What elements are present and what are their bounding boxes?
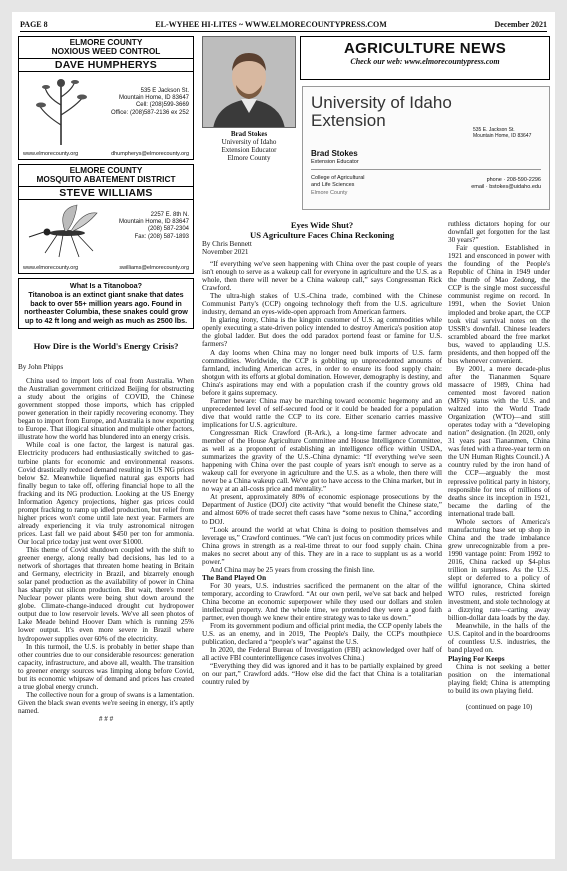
paragraph: China used to import lots of coal from Australia. When the Australian government criticized Beijing for obstructing a study about the origins of COVID, the Chinese government stopped those imports, which has crippled power generation in their rapidly recovering economy. They began to import from Europe, and Australia is now exporting to Europe. That illogical situation and multiple other factors, illustrate how the world has blundered into an energy crisis.: [18, 377, 194, 442]
eyes-body: [202, 260, 442, 686]
section-title: AGRICULTURE NEWS: [343, 40, 506, 57]
paragraph: Meanwhile, in the halls of the U.S. Capitol and in the boardrooms of countless U.S. industries, the band played on.: [448, 622, 551, 655]
paragraph: By 2001, a mere decade-plus after the Tiananmen Square massacre of 1989, China had cemented most favored nation (MFN) status with the U.S. and waltzed into the World Trade Organization (WTO)—and still operates today with a “developing nation” designation. (In 2020, only 31 years past Tiananmen, China was feted with a three-year term on the UN Human Rights Council.) A country ruled by the iron hand of the CCP—arguably the most repressive political party in history, responsible for tens of millions of deaths since its inception in 1921, became the darling of the international trade ball.: [448, 364, 550, 518]
ad-address: 535 E Jackson St. Mountain Home, ID 83647 Cell: (208)599-3669 Office: (208)587-2136 ex 252: [111, 88, 189, 116]
ad-county: ELMORE COUNTY: [69, 165, 143, 175]
ad-name: DAVE HUMPHERYS: [54, 59, 158, 71]
business-card: [302, 86, 550, 210]
section-subtitle: Check our web: www.elmorecountypress.com: [350, 57, 500, 66]
mosquito-abatement-ad: [18, 164, 194, 274]
energy-body: [18, 377, 194, 723]
end-mark: # # #: [98, 715, 114, 723]
ad-website[interactable]: www.elmorecounty.org: [23, 151, 79, 157]
paragraph: In this turmoil, the U.S. is probably in better shape than other countries due to our considerable resources: generation capacity, infrastructure, and above all, wealth. The transition to greener energy sources was limping along before Covid, but its economic whipsaw of demand and prices has created a true global energy crunch.: [18, 642, 194, 691]
portrait-illustration: [203, 37, 295, 128]
card-role: Extension Educator: [311, 159, 359, 165]
weed-plant-illustration: [31, 75, 91, 147]
agriculture-news-banner: [300, 36, 550, 80]
energy-headline: How Dire is the World's Energy Crisis?: [33, 341, 179, 352]
paragraph: Whole sectors of America's manufacturing base set up shop in China and the trade imbalance grew unrecognizable from a pre-1990 vantage point: From 1992 to 2016, China racked up $4-plus trillion in surpluses. As the U.S. slept or deferred to a policy of willful ignorance, China skirted WTO rules, restricted foreign investment, and stole technology at a dizzying rate—carting away billion-dollar data loads by the day.: [448, 517, 550, 623]
paragraph: A day looms when China may no longer need bulk imports of U.S. farm commodities. Worldwide, the CCP is gobbling up unprecedented amounts of farmland, including American acres, in order to ensure its food supply chain: shotgun with its efforts at global domination. However, demography is destiny, and China's aspirations may end with a population crash if the country grows old before it gains supremacy.: [202, 348, 442, 397]
paragraph: “Everything they did was ignored and it has to be partially explained by greed on our part,” Crawford adds. “How else did the fact that China is a totalitarian country ruled by: [202, 662, 442, 687]
eyes-subheadline: US Agriculture Faces China Reckoning: [249, 230, 395, 240]
paper-title: EL-WYHEE HI-LITES ~ WWW.ELMORECOUNTYPRESS.COM: [155, 20, 387, 29]
titanoboa-question: What Is a Titanoboa?: [69, 281, 143, 290]
card-address: 535 E. Jackson St. Mountain Home, ID 83647: [473, 127, 532, 139]
continued-note: (continued on page 10): [465, 702, 533, 711]
card-org: University of Idaho: [311, 93, 452, 112]
paragraph: This theme of Covid shutdown coupled with the shift to greener energy, along really bad decisions, has led to a network of shortages that threaten home heating in Britain and Germany, electricity in Brazil, and bizarrely enough solar panel production as the availability of power in China has sharply cut silicon production. But wait, there's more! Nuclear power plants were being shut down around the globe. Climate-change-induced drought cut hydropower output due to low reservoir levels. We've all seen photos of Lake Meade behind Hoover Dam which is running 25% lower output. It's even more severe in Brazil where hydropower supplies over 60% of the electricity.: [18, 546, 194, 643]
ad-county: ELMORE COUNTY: [69, 37, 143, 47]
ad-email[interactable]: swilliams@elmorecounty.org: [119, 265, 189, 271]
eyes-byline: By Chris Bennett: [202, 240, 252, 248]
paragraph: “If everything we've seen happening with China over the past couple of years isn't enough to serve as a wakeup call for everyone in agriculture and the U.S. as a whole, then there will never be a China wakeup call,” says Congressman Rick Crawford.: [202, 260, 442, 293]
ad-website[interactable]: www.elmorecounty.org: [23, 265, 79, 271]
ad-name: STEVE WILLIAMS: [59, 187, 153, 199]
paragraph: For 30 years, U.S. industries sacrificed the permanent on the altar of the temporary, according to Crawford. “At our own peril, we've sat back and helped China become an economic superpower while they used our dollars and stolen intellectual property. And the whole time, we pretended they were a good faith partner, even though we knew their entire strategy was to take us down.”: [202, 581, 442, 623]
left-column: [18, 36, 194, 723]
paragraph: In 2020, the Federal Bureau of Investigation (FBI) acknowledged over half of all active FBI counterintelligence cases involves China.): [202, 646, 442, 663]
paragraph: Farmer beware: China may be marching toward economic hegemony and an unprecedented level of self-secured food or it could be headed for a population dive that would rattle the CCP to its core. Either scenario carries massive implications for U.S. agriculture.: [202, 396, 442, 429]
middle-column: [202, 220, 442, 686]
paragraph: ruthless dictators hoping for our downfall get forgotten for the last 30 years?”: [448, 220, 550, 245]
photo-caption: Brad Stokes University of Idaho Extension Educator Elmore County: [221, 130, 277, 162]
portrait-photo: [202, 36, 296, 128]
paragraph: While coal is one factor, the largest is natural gas. Electricity producers had enthusiastically switched to gas-turbine plants for economic and environmental reasons. Covid drastically reduced demand resulting in US NG prices below $2. Meanwhile liquefied natural gas exports had finally begun to take off, offering financial hope to all the fracking and its NG production. Looking at the US Energy Information Agency projections, higher gas prices could prompt fracking to ramp up idled production, but relief from higher prices won't come until late next year. Farmers are already experiencing it via truly astronomical nitrogen prices. Last fall we paid about $450 per ton for ammonia. Our local price today just went over $1000.: [18, 441, 194, 546]
card-org-extension: Extension: [311, 111, 386, 130]
ad-address: 2257 E. 8th N. Mountain Home, ID 83647 (208) 587-2304 Fax: (208) 587-1893: [118, 212, 189, 240]
paragraph: From its government podium and official print media, the CCP openly labels the U.S. as an enemy, and in 2019, The People's Daily, the CCP's mouthpiece publication, declared a “people's war” against the U.S.: [202, 622, 442, 647]
paragraph: The ultra-high stakes of U.S.-China trade, combined with the Chinese Communist Party's (CCP) ongoing technology theft from the U.S. agriculture industry, demand an eyes-wide-open approach from American farmers.: [202, 292, 442, 317]
ad-department: MOSQUITO ABATEMENT DISTRICT: [36, 174, 176, 184]
ad-email[interactable]: dhumpherys@elmorecounty.org: [111, 151, 189, 157]
paragraph: Congressman Rick Crawford (R-Ark.), a long-time farmer advocate and member of the House Agriculture Committee and House Intelligence Committee, as well as a proponent of establishing an intelligence office within USDA, summarizes the gravity of the U.S.-China dynamic: “If everything we've seen happening with China over the past couple of years isn't enough to serve as a wakeup call for everyone in agriculture and the U.S. as a whole, then there will never be a China wakeup call. We've got to have access to the China market, but in no way at an all-costs price and mentality.”: [202, 428, 442, 494]
titanoboa-answer: Titanoboa is an extinct giant snake that dates back to over 55+ million years ago. Found in northeaster Columbia, these snakes could grow up to 42 ft long and weigh as much as 2500 lbs.: [24, 290, 188, 325]
page-header: [20, 18, 547, 32]
subhead: The Band Played On: [202, 573, 267, 582]
card-college: College of Agricultural and Life Sciences Elmore County: [311, 175, 365, 196]
page-number: PAGE 8: [20, 20, 48, 29]
paragraph: “Look around the world at what China is doing to position themselves and leverage us,” Crawford continues. “We can't just focus on commodity prices while China grows in strength as a real-time threat to our food supply chain. China makes no secret about any of this. They are in a race to supplant us as a world power.”: [202, 525, 442, 566]
titanoboa-box: [18, 278, 194, 329]
paragraph: In glaring irony, China is the kingpin customer of U.S. ag commodities while openly executing a state-driven policy intended to destroy America's position atop the global ladder. But does the odd paradox portend feast or famine for U.S. farmers?: [202, 316, 442, 349]
subhead: Playing For Keeps: [448, 654, 505, 663]
photo-block: [202, 36, 296, 162]
issue-date: December 2021: [494, 20, 547, 29]
newspaper-page: [12, 12, 555, 859]
paragraph: China is not seeking a better position on the international playing field; China is attempting to build its own playing field.: [448, 662, 550, 695]
eyes-headline: Eyes Wide Shut?: [290, 220, 354, 230]
eyes-date: November 2021: [202, 248, 249, 256]
right-column: [448, 220, 550, 711]
paragraph: At present, approximately 80% of economic espionage prosecutions by the Department of Justice (DOJ) cite activity “that would benefit the Chinese state,” and almost 60% of trade secret theft cases have “some nexus to China,” according to DOJ.: [202, 493, 442, 526]
paragraph: Fair question. Established in 1921 and ensconced in power with the founding of the People's Republic of China in 1949 under the thumb of Mao Zedong, the CCP is the single most successful communist regime on record. In 1991, when the Soviet Union imploded and broke apart, the CCP took vital survival notes on the USSR's downfall. Chinese leaders scrambled aboard the free market bus, waved to applauding U.S. presidents, and then hopped off the bus whenever convenient.: [448, 244, 550, 365]
mosquito-illustration: [27, 201, 107, 261]
paragraph: And China may be 25 years from crossing the finish line.: [210, 565, 375, 574]
energy-byline: By John Phipps: [18, 363, 64, 372]
ad-department: NOXIOUS WEED CONTROL: [51, 46, 161, 56]
card-contact: phone · 208-590-2296 email · bstokes@uidaho.edu: [471, 177, 541, 190]
paragraph: The collective noun for a group of swans is a lamentation. Given the black swan events we're seeing in energy, it's aptly named.: [18, 690, 194, 715]
weed-control-ad: [18, 36, 194, 160]
card-name: Brad Stokes: [311, 149, 358, 158]
